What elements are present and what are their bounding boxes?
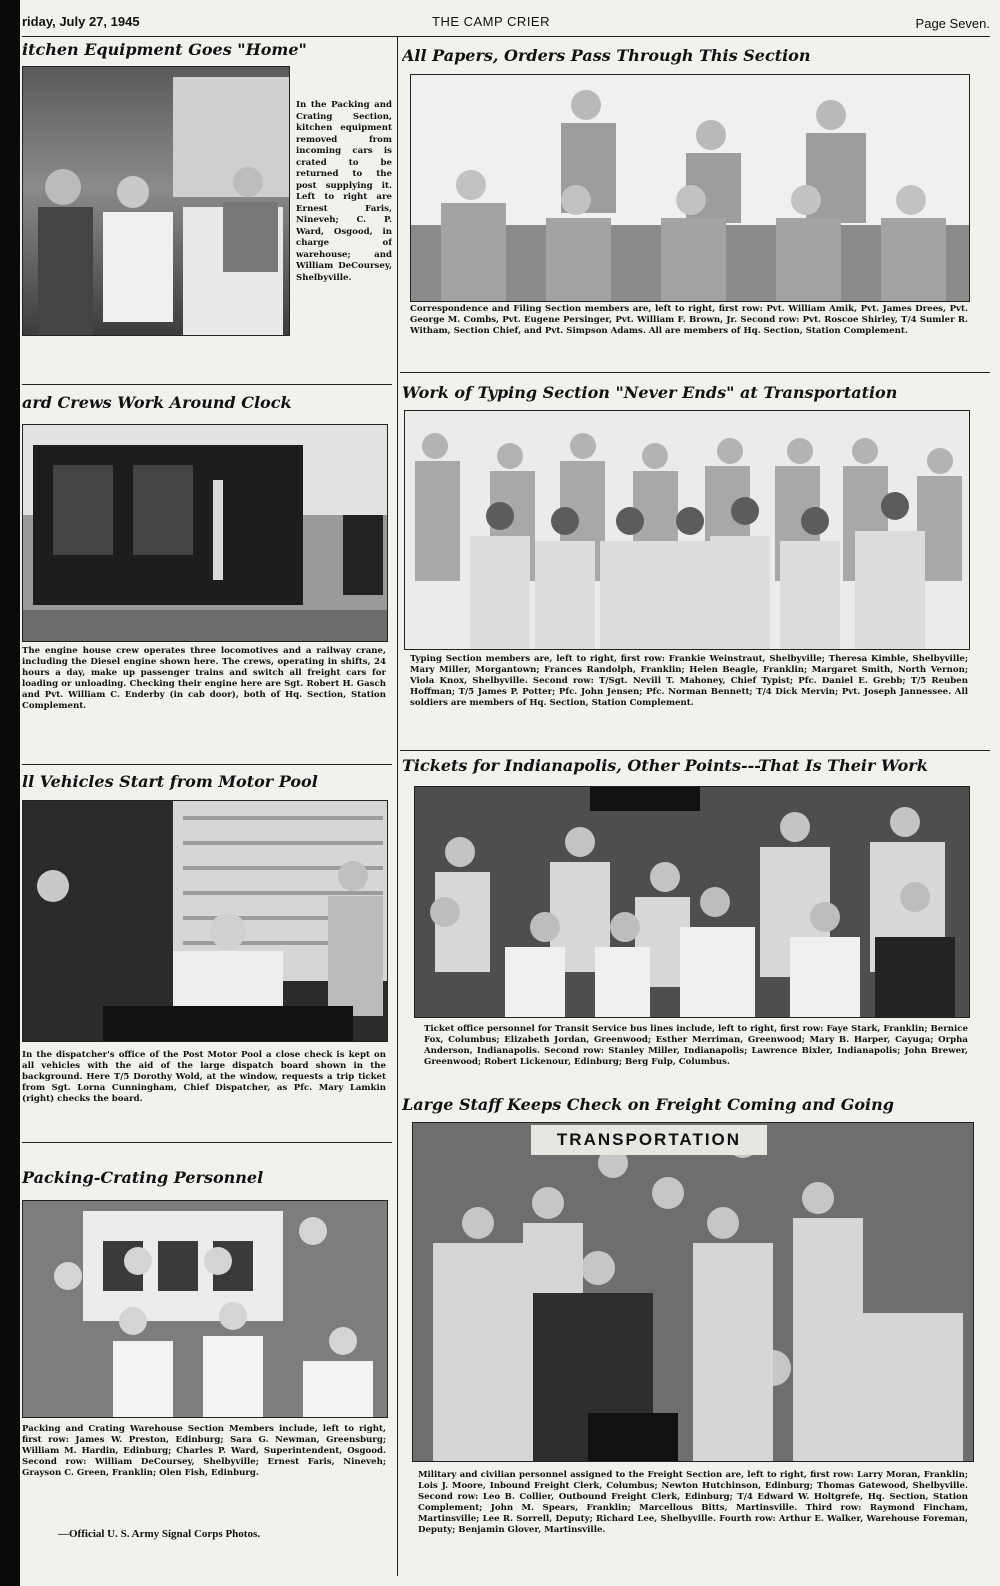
motor-caption: In the dispatcher's office of the Post Motor Pool a close check is kept on all vehicles with the aid of the large dispatch board shown in the background. Here T/5 Dorothy Wold, at the window, requests a trip ticket from Sgt. Lorna Cunningham, Chief Dispatcher, as Pfc. Mary Lamkin (right) checks the board. xyxy=(22,1050,386,1104)
freight-photo xyxy=(412,1122,974,1462)
section-rule xyxy=(400,750,990,751)
packing-caption: Packing and Crating Warehouse Section Members include, left to right, first row: James W. Preston, Edinburg; Sara G. Newman, Greensburg; William M. Hardin, Edinburg; Charles P. Ward, Superintendent, Osgood. Second row: William DeCoursey, Shelbyville; Ernest Faris, Nineveh; Grayson C. Green, Franklin; Olen Fish, Edinburg. xyxy=(22,1424,386,1478)
tickets-headline: Tickets for Indianapolis, Other Points---That Is Their Work xyxy=(402,756,928,775)
masthead-rule xyxy=(22,36,990,37)
engine-photo xyxy=(22,424,388,642)
binding-edge xyxy=(0,0,20,1586)
packing-headline: Packing-Crating Personnel xyxy=(22,1168,264,1187)
ticket-office-photo xyxy=(414,786,970,1018)
issue-date: riday, July 27, 1945 xyxy=(22,14,140,29)
dispatch-photo xyxy=(22,800,388,1042)
photo-credit: —Official U. S. Army Signal Corps Photos. xyxy=(58,1528,260,1540)
typing-caption: Typing Section members are, left to right, first row: Frankie Weinstraut, Shelbyville; Theresa Kimble, Shelbyville; Mary Miller, Morgantown; Frances Randolph, Franklin; Helen Beagle, Franklin; Margaret Smith, North Vernon; Viola Knox, Shelbyville. Second row: T/Sgt. Nevill T. Mahoney, Chief Typist; Pfc. Daniel E. Grebb; T/5 Reuben Hoffman; T/5 James P. Potter; Pfc. John Jensen; Pfc. Norman Bennett; T/4 Dick Mervin; Pvt. Joseph Jannessee. All soldiers are members of Hq. Section, Station Complement. xyxy=(410,654,968,708)
section-rule xyxy=(400,372,990,373)
transportation-sign: TRANSPORTATION xyxy=(531,1125,767,1155)
freight-caption: Military and civilian personnel assigned to the Freight Section are, left to right, first row: Larry Moran, Franklin; Lois J. Moore, Inbound Freight Clerk, Columbus; Newton Hutchinson, Edinburg; Thomas Gatewood, Shelbyville. Second row: Leo B. Collier, Outbound Freight Clerk, Edinburg; T/4 Edward W. Holtgrefe, Hq. Section, Station Complement; John M. Spears, Franklin; Marcellous Bitts, Martinsville. Third row: Raymond Fincham, Martinsville; Lee R. Sorrell, Deputy; Richard Lee, Shelbyville. Fourth row: Arthur E. Walker, Warehouse Foreman, Deputy; Benjamin Glover, Martinsville. xyxy=(418,1470,968,1535)
tickets-caption: Ticket office personnel for Transit Service bus lines include, left to right, first row: Faye Stark, Franklin; Bernice Fox, Columbus; Elizabeth Jordan, Greenwood; Esther Merriman, Greenwood; Mary B. Harper, Cayuga; Orpha Anderson, Indianapolis. Second row: Stanley Miller, Indianapolis; Lawrence Bixler, Indianapolis; John Brewer, Greenwood; Robert Lickenour, Edinburg; Berg Fulp, Columbus. xyxy=(424,1024,968,1067)
newspaper-name: THE CAMP CRIER xyxy=(432,14,550,29)
kitchen-photo xyxy=(22,66,290,336)
section-rule xyxy=(22,384,392,385)
page-number: Page Seven. xyxy=(915,16,990,31)
kitchen-headline: itchen Equipment Goes "Home" xyxy=(22,40,307,59)
masthead xyxy=(22,10,990,34)
typing-photo xyxy=(404,410,970,650)
papers-headline: All Papers, Orders Pass Through This Section xyxy=(402,46,811,65)
yard-headline: ard Crews Work Around Clock xyxy=(22,393,292,412)
typing-headline: Work of Typing Section "Never Ends" at Transportation xyxy=(402,383,898,402)
freight-headline: Large Staff Keeps Check on Freight Coming and Going xyxy=(402,1095,894,1114)
yard-caption: The engine house crew operates three locomotives and a railway crane, including the Diesel engine shown here. The crews, operating in shifts, 24 hours a day, make up passenger trains and switch all freight cars for loading or unloading. Checking their engine here are Sgt. Robert H. Gasch and Pvt. William C. Enderby (in cab door), both of Hq. Section, Station Complement. xyxy=(22,646,386,711)
packing-photo xyxy=(22,1200,388,1418)
kitchen-caption: In the Packing and Crating Section, kitchen equipment removed from incoming cars is crated to be returned to the post supplying it. Left to right are Ernest Faris, Nineveh; C. P. Ward, Osgood, in charge of warehouse; and William DeCoursey, Shelbyville. xyxy=(296,100,392,283)
column-rule xyxy=(397,36,398,1576)
motor-headline: ll Vehicles Start from Motor Pool xyxy=(22,772,318,791)
section-rule xyxy=(22,1142,392,1143)
papers-caption: Correspondence and Filing Section members are, left to right, first row: Pvt. William Amik, Pvt. James Drees, Pvt. George M. Combs, Pvt. Eugene Persinger, Pvt. William F. Brown, Jr. Second row: Pvt. Roscoe Shirley, T/4 Sumler R. Witham, Section Chief, and Pvt. Simpson Adams. All are members of Hq. Section, Station Complement. xyxy=(410,304,968,336)
correspondence-photo xyxy=(410,74,970,302)
section-rule xyxy=(22,764,392,765)
